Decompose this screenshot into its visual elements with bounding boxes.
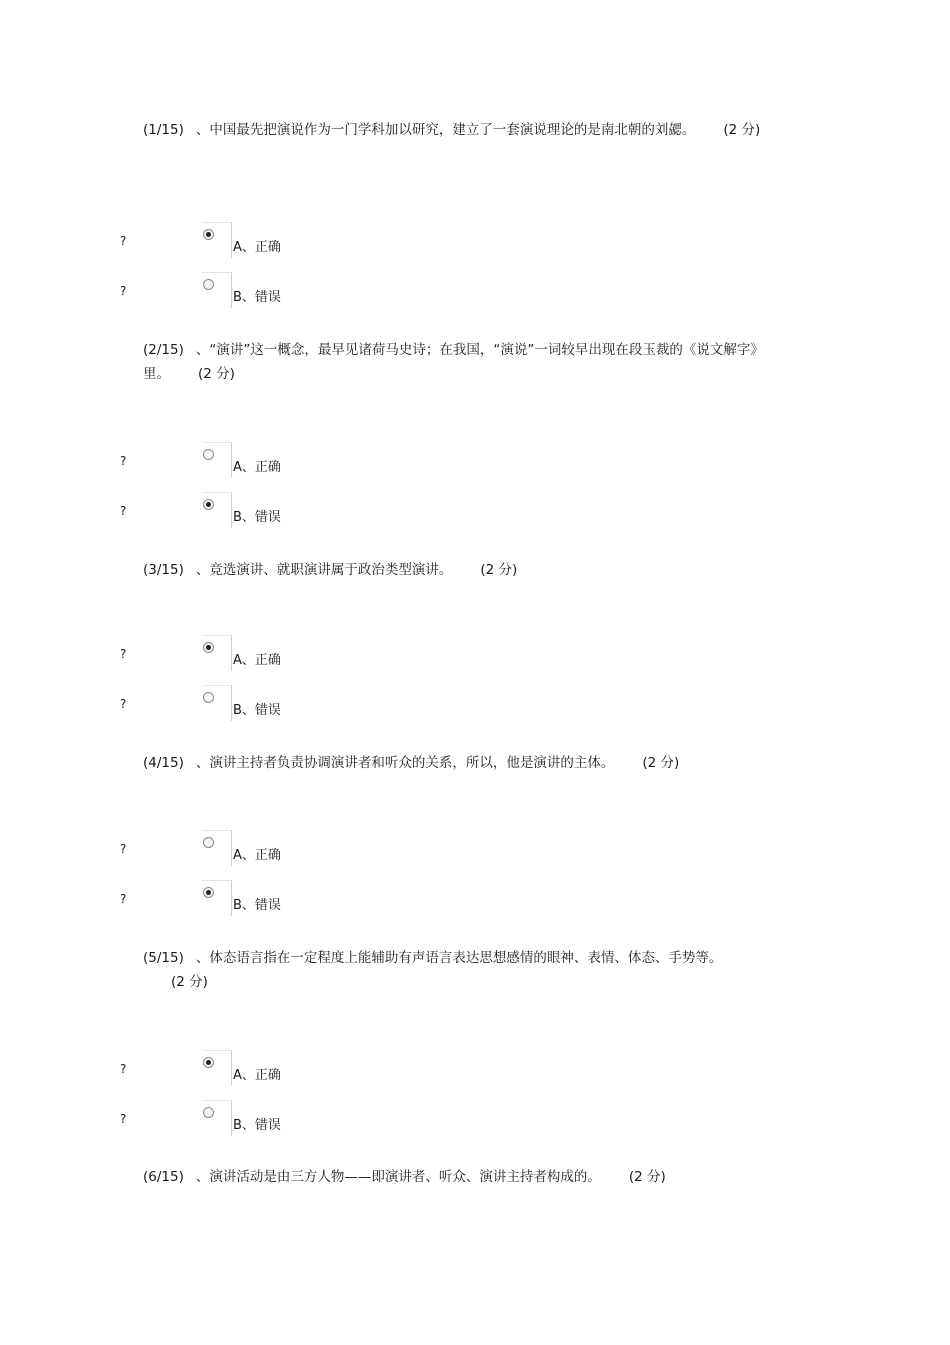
option-label: A、正确 xyxy=(233,460,281,475)
answer-option[interactable] xyxy=(0,272,400,308)
question-6 xyxy=(143,1165,763,1189)
radio-button[interactable] xyxy=(202,880,232,916)
question-text: 、“演讲”这一概念，最早见诸荷马史诗；在我国，“演说”一词较早出现在段玉裁的《说文解字》里。 xyxy=(143,342,758,382)
option-label: B、错误 xyxy=(233,1118,281,1133)
radio-unchecked-icon xyxy=(203,692,214,703)
question-number: (1/15) xyxy=(143,122,184,138)
radio-button[interactable] xyxy=(202,272,232,308)
answer-option[interactable] xyxy=(0,685,400,721)
radio-unchecked-icon xyxy=(203,279,214,290)
question-score: (2 分) xyxy=(723,122,761,138)
question-text: 、中国最先把演说作为一门学科加以研究，建立了一套演说理论的是南北朝的刘勰。 xyxy=(195,122,696,138)
option-label: A、正确 xyxy=(233,653,281,668)
option-bullet-mark: ? xyxy=(120,842,127,856)
answer-option[interactable] xyxy=(0,222,400,258)
question-score: (2 分) xyxy=(171,974,208,990)
option-bullet-mark: ? xyxy=(120,284,127,298)
question-text: 、演讲主持者负责协调演讲者和听众的关系，所以，他是演讲的主体。 xyxy=(195,755,615,771)
radio-checked-icon xyxy=(203,887,214,898)
question-score: (2 分) xyxy=(198,366,235,382)
option-label: A、正确 xyxy=(233,1068,281,1083)
question-score: (2 分) xyxy=(642,755,680,771)
radio-checked-icon xyxy=(203,642,214,653)
answer-option[interactable] xyxy=(0,442,400,478)
radio-unchecked-icon xyxy=(203,837,214,848)
question-number: (3/15) xyxy=(143,562,184,578)
question-4 xyxy=(143,751,763,775)
radio-button[interactable] xyxy=(202,830,232,866)
option-label: B、错误 xyxy=(233,898,281,913)
option-label: B、错误 xyxy=(233,290,281,305)
option-label: B、错误 xyxy=(233,703,281,718)
question-3 xyxy=(143,558,763,582)
radio-button[interactable] xyxy=(202,492,232,528)
question-text: 、竞选演讲、就职演讲属于政治类型演讲。 xyxy=(195,562,453,578)
option-bullet-mark: ? xyxy=(120,647,127,661)
radio-unchecked-icon xyxy=(203,1107,214,1118)
question-2 xyxy=(143,338,763,386)
option-label: B、错误 xyxy=(233,510,281,525)
answer-option[interactable] xyxy=(0,1100,400,1136)
answer-option[interactable] xyxy=(0,492,400,528)
option-label: A、正确 xyxy=(233,848,281,863)
question-1 xyxy=(143,118,763,142)
radio-button[interactable] xyxy=(202,635,232,671)
answer-option[interactable] xyxy=(0,830,400,866)
question-text: 、演讲活动是由三方人物——即演讲者、听众、演讲主持者构成的。 xyxy=(195,1169,601,1185)
answer-option[interactable] xyxy=(0,1050,400,1086)
radio-checked-icon xyxy=(203,499,214,510)
radio-button[interactable] xyxy=(202,442,232,478)
question-5 xyxy=(143,946,763,994)
radio-button[interactable] xyxy=(202,222,232,258)
question-number: (4/15) xyxy=(143,755,184,771)
answer-option[interactable] xyxy=(0,880,400,916)
option-bullet-mark: ? xyxy=(120,234,127,248)
radio-button[interactable] xyxy=(202,685,232,721)
question-number: (6/15) xyxy=(143,1169,184,1185)
option-bullet-mark: ? xyxy=(120,697,127,711)
question-number: (5/15) xyxy=(143,950,184,966)
radio-checked-icon xyxy=(203,1057,214,1068)
radio-button[interactable] xyxy=(202,1100,232,1136)
answer-option[interactable] xyxy=(0,635,400,671)
option-label: A、正确 xyxy=(233,240,281,255)
option-bullet-mark: ? xyxy=(120,454,127,468)
question-number: (2/15) xyxy=(143,342,184,358)
question-text: 、体态语言指在一定程度上能辅助有声语言表达思想感情的眼神、表情、体态、手势等。 xyxy=(195,950,723,966)
option-bullet-mark: ? xyxy=(120,1062,127,1076)
question-score: (2 分) xyxy=(628,1169,666,1185)
option-bullet-mark: ? xyxy=(120,1112,127,1126)
question-score: (2 分) xyxy=(480,562,518,578)
radio-unchecked-icon xyxy=(203,449,214,460)
radio-button[interactable] xyxy=(202,1050,232,1086)
option-bullet-mark: ? xyxy=(120,892,127,906)
option-bullet-mark: ? xyxy=(120,504,127,518)
radio-checked-icon xyxy=(203,229,214,240)
